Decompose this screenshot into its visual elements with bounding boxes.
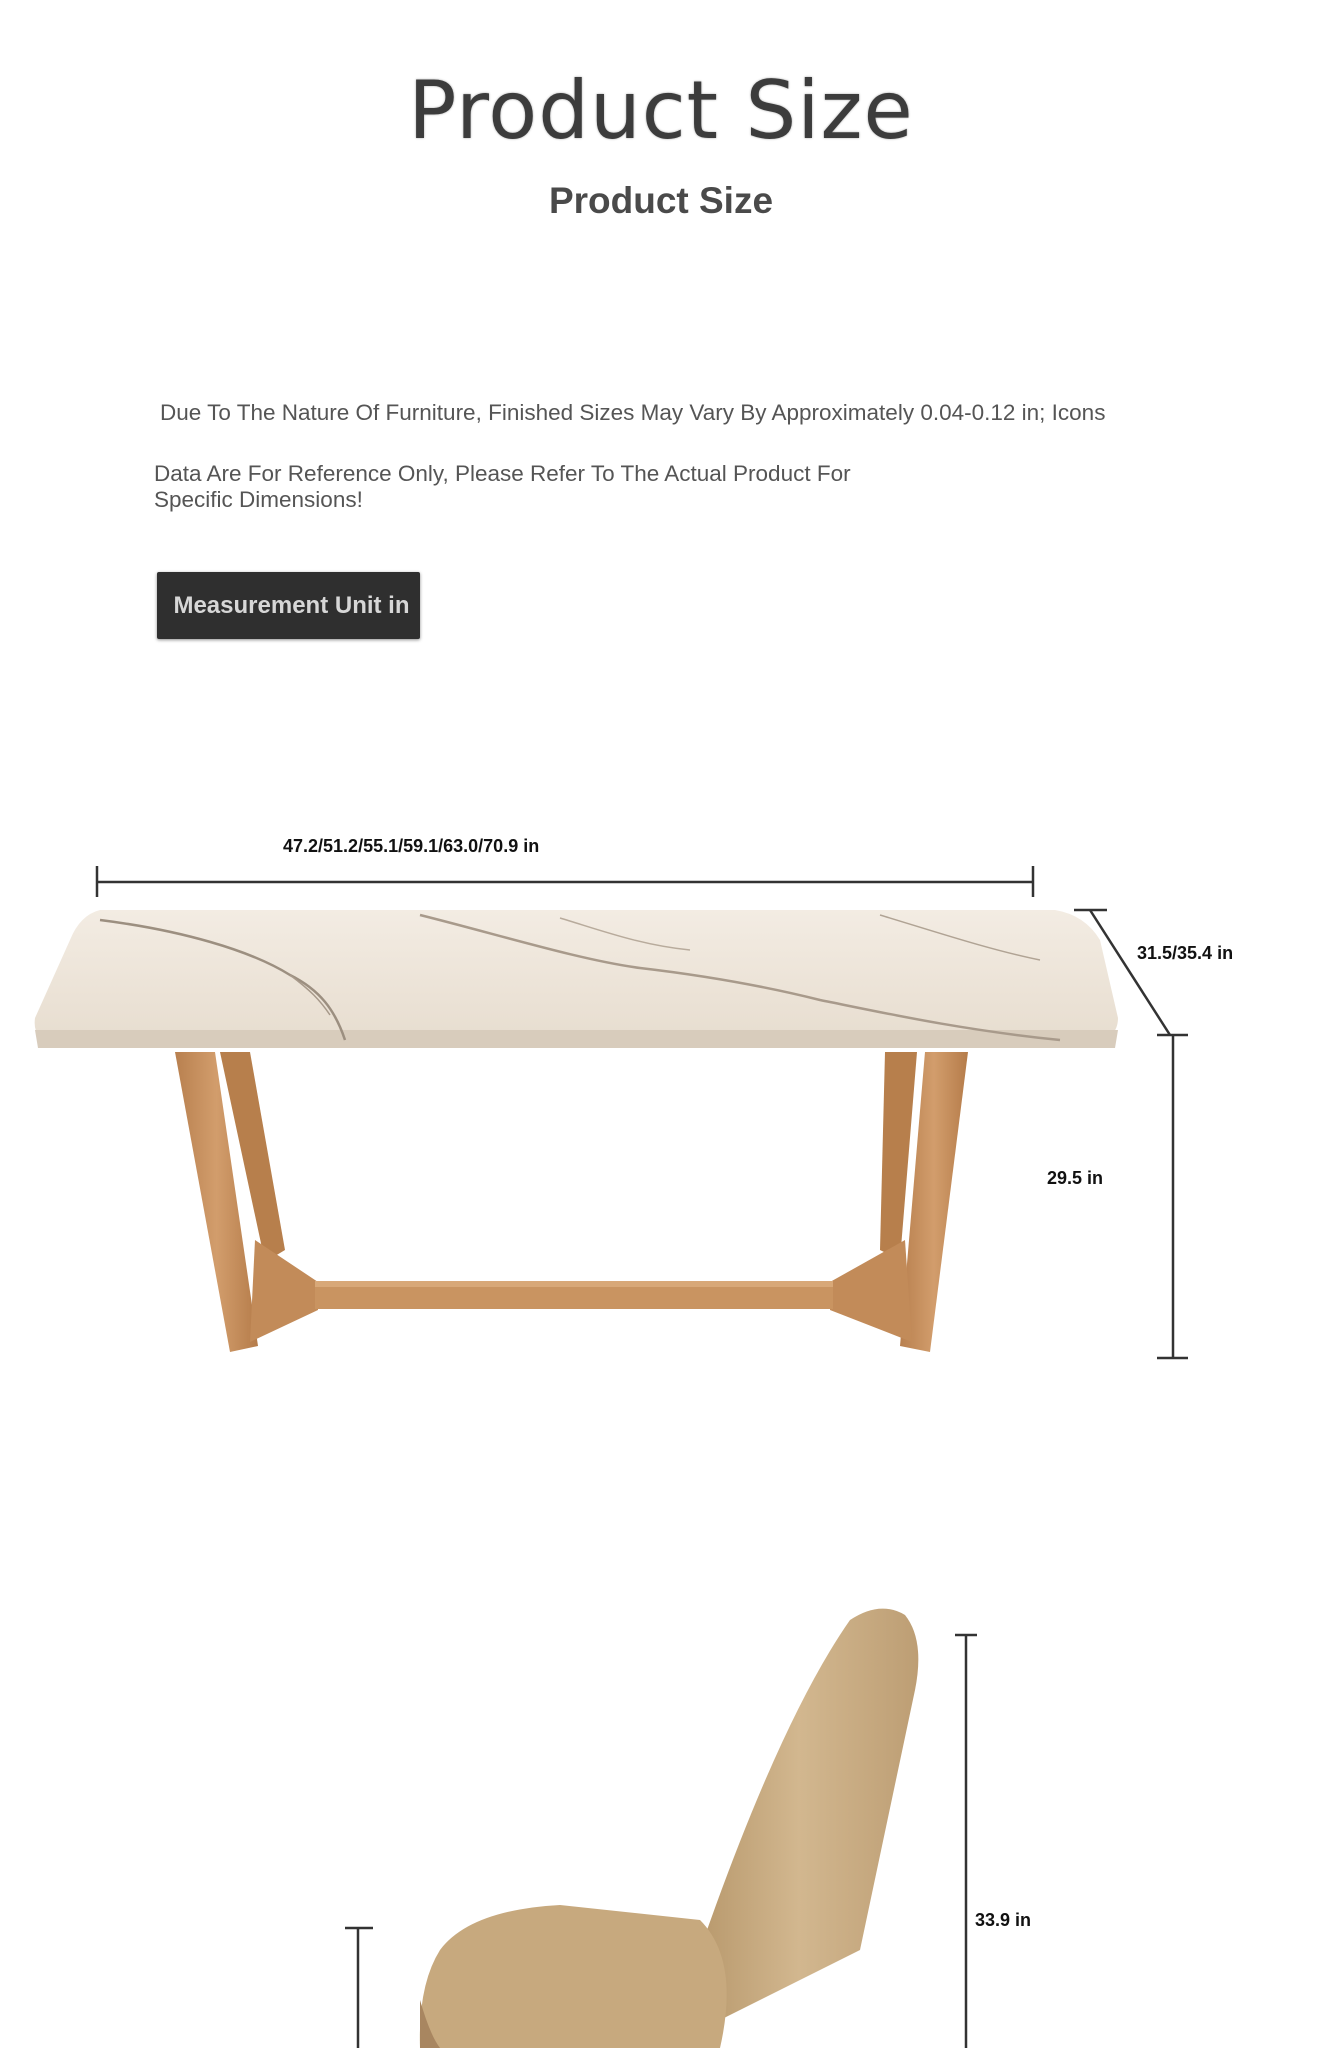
- chair-illustration: [420, 1609, 918, 2048]
- table-height-dimension: [1157, 1035, 1188, 1358]
- page-subtitle: Product Size: [548, 180, 774, 221]
- chair-height-label: 33.9 in: [975, 1910, 1032, 1930]
- table-depth-label: 31.5/35.4 in: [1137, 943, 1234, 963]
- table-height-label: 29.5 in: [1047, 1168, 1104, 1188]
- disclaimer-line-2a: Data Are For Reference Only, Please Refer To The Actual Product For: [154, 461, 851, 486]
- table-length-dimension: [97, 866, 1033, 897]
- page-title: Product Size: [408, 64, 914, 157]
- disclaimer-line-2b: Specific Dimensions!: [154, 487, 363, 512]
- chair-seat-height-dimension: [345, 1928, 373, 2048]
- table-length-label: 47.2/51.2/55.1/59.1/63.0/70.9 in: [283, 836, 540, 856]
- chair-height-dimension: [955, 1635, 977, 2048]
- measurement-unit-button[interactable]: Measurement Unit in: [157, 572, 420, 639]
- disclaimer-line-1: Due To The Nature Of Furniture, Finished Sizes May Vary By Approximately 0.04-0.12 in; Icons: [160, 400, 1106, 425]
- table-top: [35, 910, 1118, 1048]
- table-legs: [175, 1052, 968, 1352]
